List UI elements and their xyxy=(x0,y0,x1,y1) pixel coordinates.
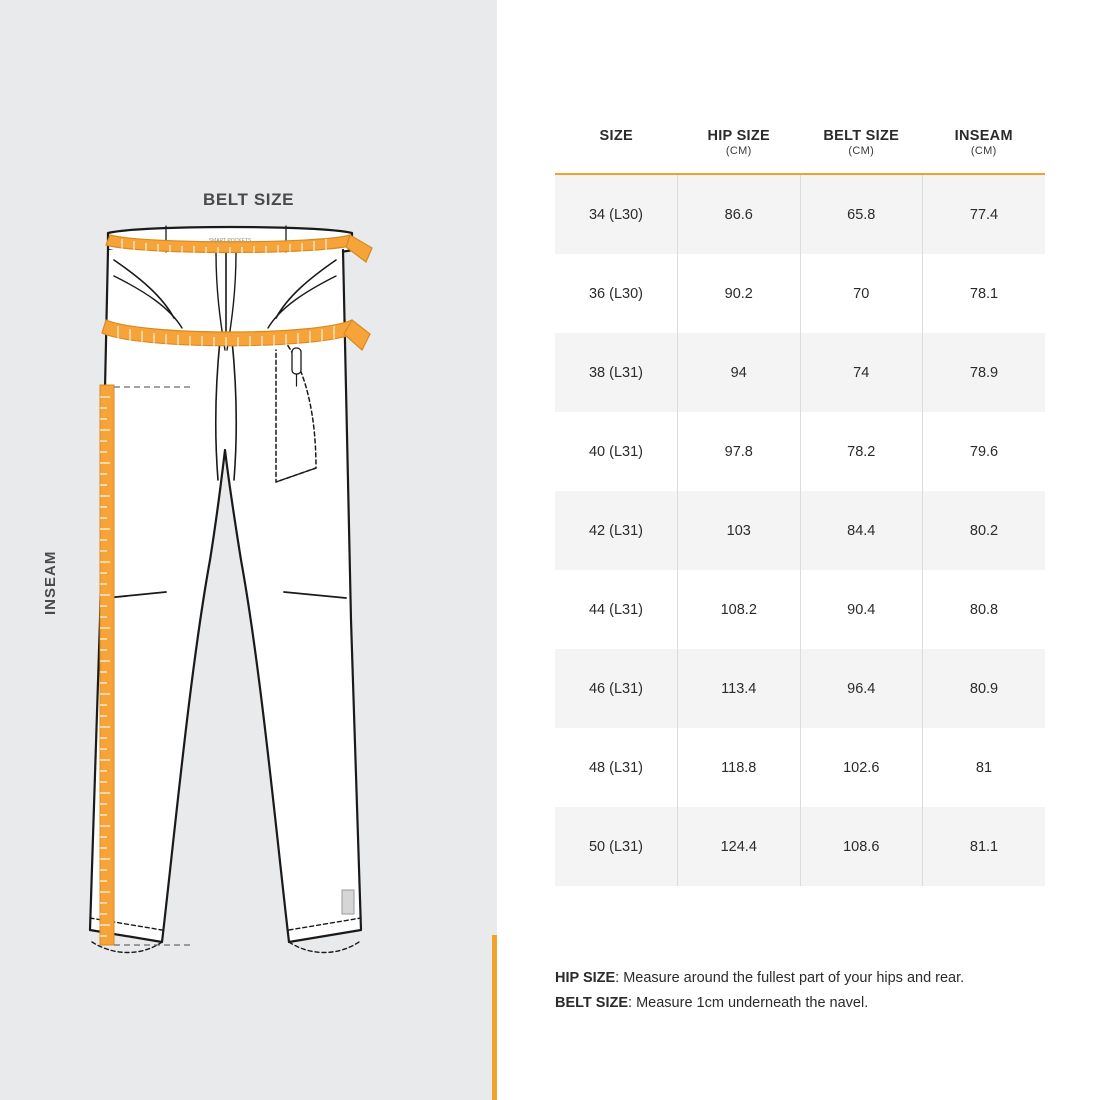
table-row xyxy=(555,649,1045,728)
cell-size: 42 (L31) xyxy=(555,491,678,570)
cell-inseam: 81 xyxy=(923,728,1046,807)
belt-size-label: BELT SIZE xyxy=(202,190,295,209)
cell-inseam: 79.6 xyxy=(923,412,1046,491)
column-header-hip: HIP SIZE (CM) xyxy=(678,128,801,174)
note-hip-term: HIP SIZE xyxy=(555,970,616,986)
table-row xyxy=(555,333,1045,412)
cell-size: 50 (L31) xyxy=(555,807,678,886)
column-header-belt: BELT SIZE (CM) xyxy=(800,128,923,174)
header-row xyxy=(555,128,1045,174)
cell-hip: 108.2 xyxy=(678,570,801,649)
table-row xyxy=(555,570,1045,649)
cell-inseam: 80.9 xyxy=(923,649,1046,728)
trousers-diagram xyxy=(70,200,430,980)
cell-hip: 97.8 xyxy=(678,412,801,491)
cell-belt: 108.6 xyxy=(800,807,923,886)
note-hip xyxy=(555,966,1075,991)
cell-hip: 118.8 xyxy=(678,728,801,807)
cell-size: 44 (L31) xyxy=(555,570,678,649)
column-header-inseam: INSEAM (CM) xyxy=(923,128,1046,174)
size-table xyxy=(555,128,1045,886)
table-row xyxy=(555,254,1045,333)
table-row xyxy=(555,174,1045,254)
cell-belt: 84.4 xyxy=(800,491,923,570)
cell-size: 40 (L31) xyxy=(555,412,678,491)
note-belt xyxy=(555,991,1075,1016)
cell-inseam: 77.4 xyxy=(923,174,1046,254)
illustration-panel xyxy=(0,0,497,1100)
table-row xyxy=(555,728,1045,807)
size-table-header xyxy=(555,128,1045,174)
cell-belt: 102.6 xyxy=(800,728,923,807)
cell-belt: 70 xyxy=(800,254,923,333)
size-table-body xyxy=(555,174,1045,886)
cell-hip: 103 xyxy=(678,491,801,570)
cell-hip: 113.4 xyxy=(678,649,801,728)
column-unit-belt: (CM) xyxy=(848,145,875,157)
cell-inseam: 81.1 xyxy=(923,807,1046,886)
cell-belt: 74 xyxy=(800,333,923,412)
cell-inseam: 78.1 xyxy=(923,254,1046,333)
cell-size: 48 (L31) xyxy=(555,728,678,807)
cell-belt: 65.8 xyxy=(800,174,923,254)
inseam-label: INSEAM xyxy=(42,550,59,615)
size-table-wrapper xyxy=(555,128,1045,886)
table-row xyxy=(555,491,1045,570)
note-belt-text: : Measure 1cm underneath the navel. xyxy=(628,995,869,1012)
column-header-size: SIZE xyxy=(599,128,633,144)
cell-hip: 86.6 xyxy=(678,174,801,254)
cell-hip: 94 xyxy=(678,333,801,412)
cell-size: 34 (L30) xyxy=(555,174,678,254)
svg-text:SMART POCKETS: SMART POCKETS xyxy=(208,238,252,244)
cell-inseam: 78.9 xyxy=(923,333,1046,412)
cell-belt: 96.4 xyxy=(800,649,923,728)
cell-hip: 124.4 xyxy=(678,807,801,886)
note-belt-term: BELT SIZE xyxy=(555,995,629,1012)
cell-inseam: 80.8 xyxy=(923,570,1046,649)
cell-belt: 90.4 xyxy=(800,570,923,649)
column-unit-inseam: (CM) xyxy=(970,145,997,157)
measurement-notes xyxy=(555,966,1075,1016)
note-hip-text: : Measure around the fullest part of your hips and rear. xyxy=(615,970,965,986)
cell-hip: 90.2 xyxy=(678,254,801,333)
cell-size: 36 (L30) xyxy=(555,254,678,333)
cell-inseam: 80.2 xyxy=(923,491,1046,570)
cell-belt: 78.2 xyxy=(800,412,923,491)
table-row xyxy=(555,412,1045,491)
cell-size: 38 (L31) xyxy=(555,333,678,412)
column-unit-hip: (CM) xyxy=(725,145,752,157)
cell-size: 46 (L31) xyxy=(555,649,678,728)
measurements-panel xyxy=(497,0,1100,1100)
table-row xyxy=(555,807,1045,886)
